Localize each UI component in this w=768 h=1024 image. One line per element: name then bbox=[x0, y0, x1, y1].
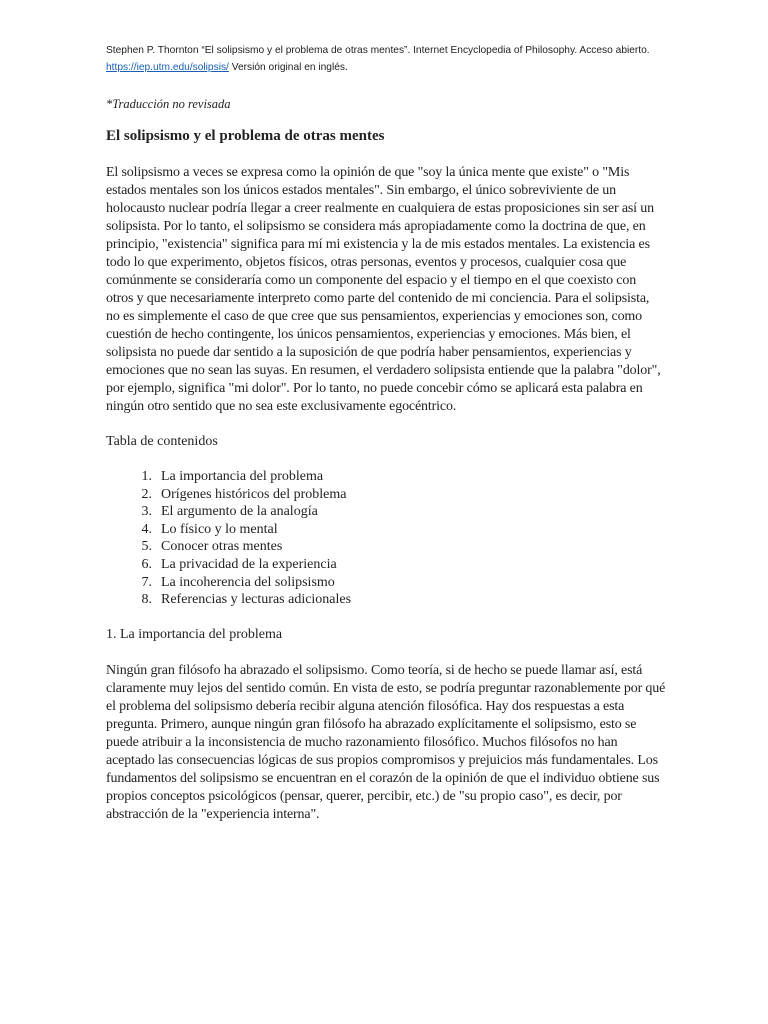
toc-item[interactable] bbox=[106, 591, 666, 609]
toc-item[interactable] bbox=[106, 503, 666, 521]
toc-item-number: 5. bbox=[141, 539, 152, 555]
toc-item-number: 1. bbox=[141, 469, 152, 484]
toc-item[interactable] bbox=[106, 521, 666, 539]
intro-paragraph: El solipsismo a veces se expresa como la opinión de que "soy la única mente que existe" o "Mis estados mentales son los únicos estados mentales". Sin embargo, el único sobreviviente de un holocausto nuclear podría llegar a creer realmente en cualquiera de estas proposiciones sin ser así un solipsista. Por lo tanto, el solipsismo se considera más apropiadamente como la doctrina de que, en principio, "existencia" significa para mí mi existencia y la de mis estados mentales. La existencia es todo lo que experimento, objetos físicos, otras personas, eventos y procesos, cualquier cosa que comúnmente se consideraría como un componente del espacio y el tiempo en el que coexisto con otros y que necesariamente interpreto como parte del contenido de mi conciencia. Para el solipsista, no es simplemente el caso de que cree que sus pensamientos, experiencias y emociones son, como cuestión de hecho contingente, los únicos pensamientos, experiencias y emociones. Más bien, el solipsista no puede dar sentido a la suposición de que podría haber pensamientos, experiencias y emociones que no sean las suyas. En resumen, el verdadero solipsista entiende que la palabra "dolor", por ejemplo, significa "mi dolor". Por lo tanto, no puede concebir cómo se aplicará esta palabra en ningún otro sentido que no sea este exclusivamente egocéntrico. bbox=[106, 165, 661, 414]
toc-item-number: 7. bbox=[141, 574, 152, 590]
source-link[interactable]: https://iep.utm.edu/solipsis/ bbox=[106, 62, 229, 73]
toc-heading: Tabla de contenidos bbox=[106, 434, 218, 449]
toc-item-number: 4. bbox=[141, 521, 152, 537]
citation bbox=[106, 42, 666, 76]
toc-item[interactable] bbox=[106, 486, 666, 504]
toc-item[interactable] bbox=[106, 556, 666, 574]
document-page bbox=[106, 42, 666, 824]
toc-item-number: 2. bbox=[141, 486, 152, 502]
table-of-contents bbox=[106, 468, 666, 609]
toc-item[interactable] bbox=[106, 468, 666, 486]
section-1-paragraph: Ningún gran filósofo ha abrazado el solipsismo. Como teoría, si de hecho se puede llamar así, está claramente muy lejos del sentido común. En vista de esto, se podría preguntar razonablemente por qué el problema del solipsismo debería recibir alguna atención filosófica. Hay dos respuestas a esta pregunta. Primero, aunque ningún gran filósofo ha abrazado explícitamente el solipsismo, esto se puede atribuir a la inconsistencia de mucho razonamiento filosófico. Muchos filósofos no han aceptado las consecuencias lógicas de sus propios compromisos y prejuicios más fundamentales. Los fundamentos del solipsismo se encuentran en el corazón de la opinión de que el individuo obtiene sus propios conceptos psicológicos (pensar, querer, percibir, etc.) de "su propio caso", es decir, por abstracción de la "experiencia interna". bbox=[106, 662, 666, 822]
citation-text: Stephen P. Thornton “El solipsismo y el problema de otras mentes”. Internet Encyclopedia of Philosophy. Acceso abierto. bbox=[106, 45, 650, 56]
toc-item-label: La importancia del problema bbox=[161, 469, 324, 484]
section-1-heading: 1. La importancia del problema bbox=[106, 626, 283, 642]
toc-item-label: Orígenes históricos del problema bbox=[161, 486, 347, 502]
toc-item-label: Referencias y lecturas adicionales bbox=[161, 592, 352, 608]
toc-item-label: La incoherencia del solipsismo bbox=[161, 574, 335, 590]
toc-item[interactable] bbox=[106, 538, 666, 556]
toc-item-label: Conocer otras mentes bbox=[161, 539, 283, 555]
citation-suffix: Versión original en inglés. bbox=[228, 62, 348, 73]
document-title: El solipsismo y el problema de otras mentes bbox=[106, 128, 385, 144]
toc-item[interactable] bbox=[106, 574, 666, 592]
toc-item-number: 6. bbox=[141, 556, 152, 572]
toc-item-label: Lo físico y lo mental bbox=[161, 521, 278, 537]
translation-note: *Traducción no revisada bbox=[106, 97, 231, 111]
toc-item-number: 8. bbox=[141, 592, 152, 608]
toc-item-label: El argumento de la analogía bbox=[161, 504, 318, 520]
toc-item-number: 3. bbox=[141, 504, 152, 520]
toc-item-label: La privacidad de la experiencia bbox=[161, 556, 337, 572]
